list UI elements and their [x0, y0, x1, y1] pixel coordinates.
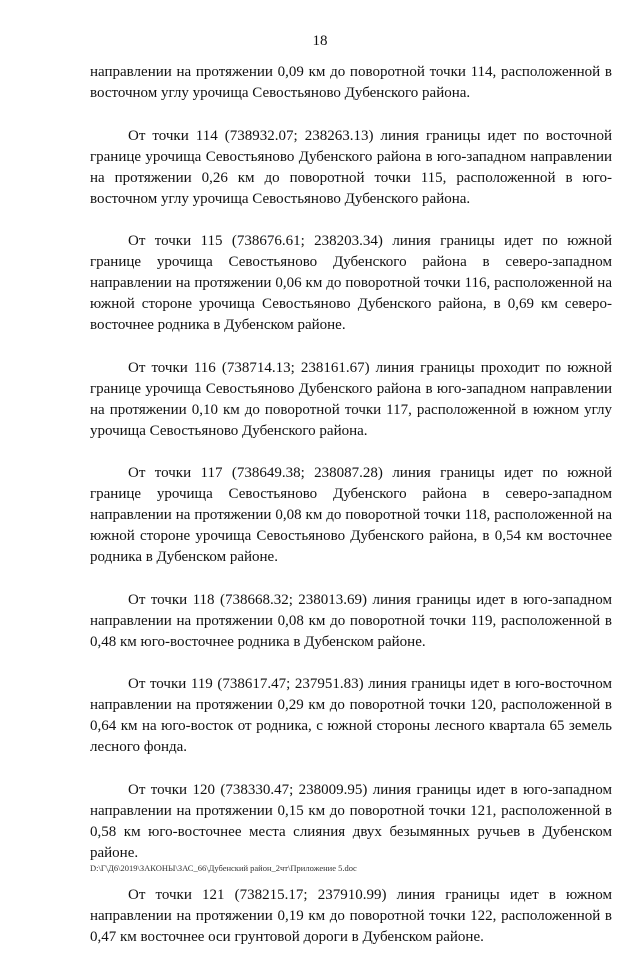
paragraph: От точки 119 (738617.47; 237951.83) линия границы идет в юго-восточном направлении на протяжении 0,29 км до поворотной точки 120, расположенной в 0,64 км на юго-восток от родника, с южной стороны лесного квартала 65 земель лесного фонда. [90, 676, 612, 755]
paragraph: От точки 121 (738215.17; 237910.99) линия границы идет в южном направлении на протяжении 0,19 км до поворотной точки 122, расположенной в 0,47 км восточнее оси грунтовой дороги в Дубенском районе. [90, 887, 612, 945]
paragraph: От точки 117 (738649.38; 238087.28) линия границы идет по южной границе урочища Севостьяново Дубенского района в северо-западном направлении на протяжении 0,08 км до поворотной точки 118, расположенной на южной стороне урочища Севостьяново Дубенского района, в 0,54 км восточнее родника в Дубенском районе. [90, 465, 612, 565]
paragraph: От точки 120 (738330.47; 238009.95) линия границы идет в юго-западном направлении на протяжении 0,15 км до поворотной точки 121, расположенной в 0,58 км юго-восточнее места слияния двух безымянных ручьев в Дубенском районе. [90, 781, 612, 861]
page-number: 18 [312, 33, 328, 49]
file-path-footer: D:\Г\Д6\2019\ЗАКОНЫ\ЗАС_66\Дубенский район_2чт\Приложение 5.doc [90, 863, 357, 873]
paragraph: От точки 114 (738932.07; 238263.13) линия границы идет по восточной границе урочища Севостьяново Дубенского района в юго-западном направлении на протяжении 0,26 км до поворотной точки 115, расположенной в юго-восточном углу урочища Севостьяново Дубенского района. [90, 127, 612, 207]
paragraph: От точки 115 (738676.61; 238203.34) линия границы идет по южной границе урочища Севостьяново Дубенского района в северо-западном направлении на протяжении 0,06 км до поворотной точки 116, расположенной на южной стороне урочища Севостьяново Дубенского района, в 0,69 км северо-восточнее родника в Дубенском районе. [90, 233, 612, 333]
paragraph: направлении на протяжении 0,09 км до поворотной точки 114, расположенной в восточном углу урочища Севостьяново Дубенского района. [90, 64, 612, 101]
document-body [90, 62, 612, 970]
paragraph: От точки 118 (738668.32; 238013.69) линия границы идет в юго-западном направлении на протяжении 0,08 км до поворотной точки 119, расположенной в 0,48 км юго-восточнее родника в Дубенском районе. [90, 591, 612, 650]
paragraph: От точки 116 (738714.13; 238161.67) линия границы проходит по южной границе урочища Севостьяново Дубенского района в юго-западном направлении на протяжении 0,10 км до поворотной точки 117, расположенной в южном углу урочища Севостьяново Дубенского района. [90, 359, 612, 439]
